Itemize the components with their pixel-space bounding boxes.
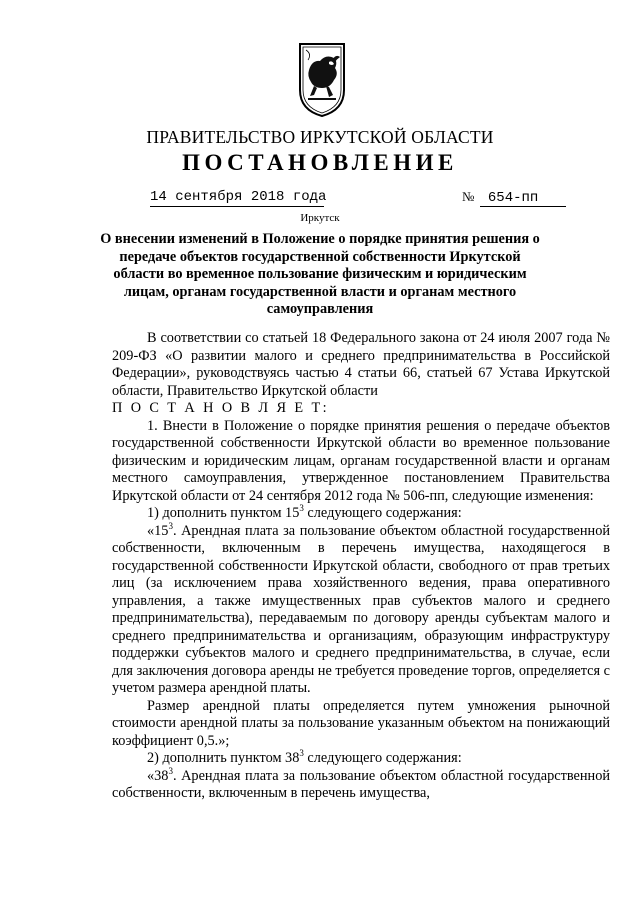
point-38-text: . Арендная плата за пользование объектом областной государственной собственности, включенным в перечень имущества, [112,767,610,801]
date-text: 14 сентября 2018 года [150,189,327,205]
point-38-number: «38 [147,767,169,784]
number-underline [480,206,566,207]
document-type-title: ПОСТАНОВЛЕНИЕ [182,150,458,175]
preamble-paragraph: В соответствии со статьей 18 Федерального закона от 24 июля 2007 года № 209-ФЗ «О развитии малого и среднего предпринимательства в Российской Федерации», руководствуясь частью 4 статьи 66, статьей 67 Устава Иркутской области, Правительство Иркутской области [112,330,610,399]
point-15-number: «15 [147,522,169,539]
document-body [112,330,610,803]
point-15-paragraph [112,520,610,698]
document-date [150,189,326,205]
subitem-1-paragraph [112,505,610,523]
document-number [462,189,538,206]
point-38-paragraph [112,765,610,803]
subitem-2-paragraph [112,750,610,768]
government-name: ПРАВИТЕЛЬСТВО ИРКУТСКОЙ ОБЛАСТИ [146,127,494,147]
subitem-2-text-end: следующего содержания: [303,750,462,766]
subitem-1-superscript: 3 [299,503,304,514]
decree-word: П О С Т А Н О В Л Я Е Т: [112,400,330,416]
number-text: 654-пп [487,190,539,206]
point-15-superscript: 3 [168,520,173,531]
subitem-1-text-end: следующего содержания: [303,505,462,521]
city-name: Иркутск [300,212,340,224]
subitem-1-text: 1) дополнить пунктом 15 [147,505,300,521]
rent-size-paragraph: Размер арендной платы определяется путем умножения рыночной стоимости арендной платы за пользование указанным объектом на понижающий коэффициент 0,5.»; [112,697,610,749]
date-underline [150,206,324,207]
point-15-text: . Арендная плата за пользование объектом областной государственной собственности, включенным в перечень имущества, находящегося в государственной собственности Иркутской области, свободного от прав третьих лиц (за исключением права хозяйственного ведения, права оперативного управления, а также имущественных прав субъектов малого и среднего предпринимательства), передаваемым по договору аренды субъектам малого и среднего предпринимательства и организациям, образующим инфраструктуру поддержки субъектов малого и среднего предпринимательства, в случае, если для заключения договора аренды не требуется проведение торгов, определяется с учетом размера арендной платы. [112,522,610,696]
subitem-2-superscript: 3 [299,748,304,759]
document-subject: О внесении изменений в Положение о порядке принятия решения о передаче объектов государственной собственности Иркутской области во временное пользование физическим и юридическим лицам, органам государственной власти и органам местного самоуправления [100,231,540,318]
point-38-superscript: 3 [168,765,173,776]
number-sign: № [462,189,475,204]
subitem-2-text: 2) дополнить пунктом 38 [147,750,300,766]
item-1-paragraph: 1. Внести в Положение о порядке принятия решения о передаче объектов государственной собственности Иркутской области во временное пользование физическим и юридическим лицам, органам государственной власти и органам местного самоуправления, утвержденное постановлением Правительства Иркутской области от 24 сентября 2012 года № 506-пп, следующие изменения: [112,417,610,504]
coat-of-arms-icon [296,40,348,118]
